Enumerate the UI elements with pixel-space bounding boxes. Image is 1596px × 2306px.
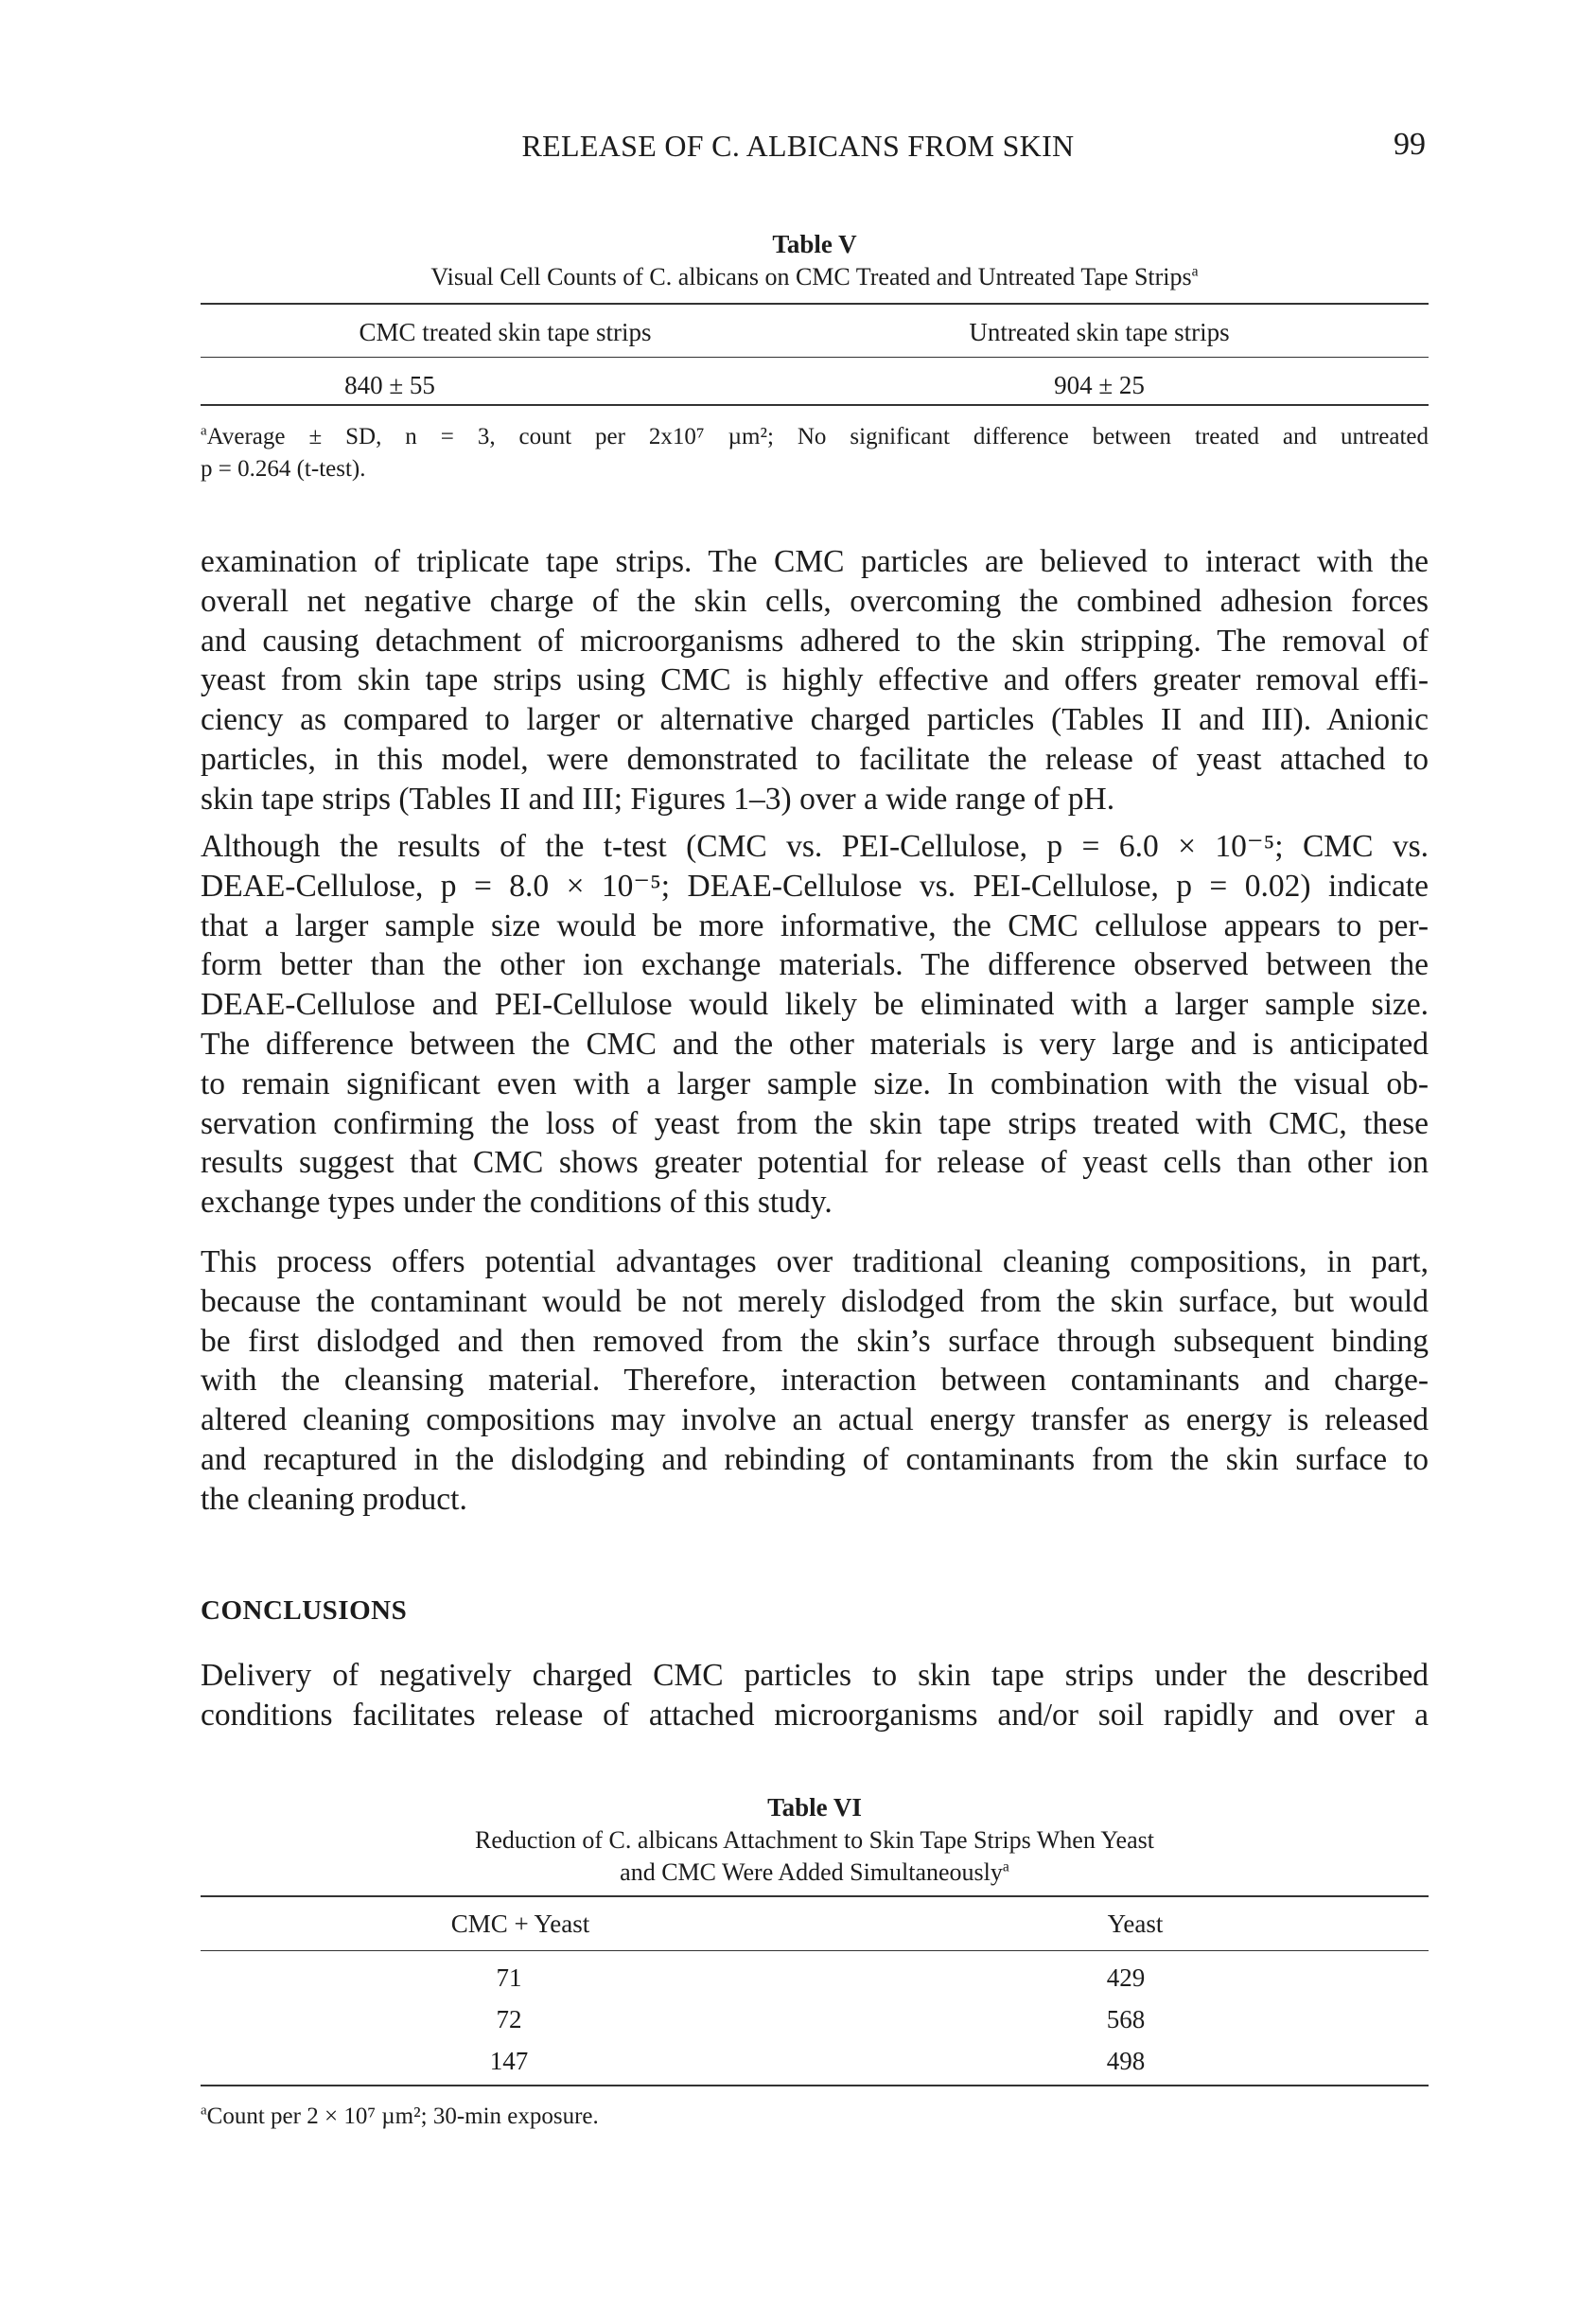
text-line: exchange types under the conditions of this study. (201, 1185, 833, 1221)
text-line: ciency as compared to larger or alternative charged particles (Tables II and III). Anionic (201, 702, 1429, 738)
text-line: results suggest that CMC shows greater potential for release of yeast cells than other ion (201, 1145, 1429, 1181)
table5-title: Visual Cell Counts of C. albicans on CMC Treated and Untreated Tape Strips (430, 263, 1192, 290)
text-line: because the contaminant would be not merely dislodged from the skin surface, but would (201, 1283, 1429, 1319)
table5-bottom-rule (201, 404, 1429, 406)
table5-header-untreated: Untreated skin tape strips (969, 318, 1230, 346)
text-line: Delivery of negatively charged CMC particles to skin tape strips under the described (201, 1658, 1429, 1693)
table6-header-cmc-yeast: CMC + Yeast (450, 1910, 590, 1938)
table6-cell: 429 (1106, 1963, 1146, 1992)
table6-cell: 498 (1106, 2047, 1146, 2075)
text-line: that a larger sample size would be more informative, the CMC cellulose appears to per- (201, 907, 1429, 943)
conclusions-heading: CONCLUSIONS (201, 1595, 408, 1626)
table6-footnote-text: Count per 2 × 10⁷ µm²; 30-min exposure. (206, 2104, 599, 2129)
table6-top-rule (201, 1895, 1429, 1897)
text-line: This process offers potential advantages over traditional cleaning compositions, in part, (201, 1244, 1429, 1279)
paragraph-3 (201, 1242, 1429, 1520)
text-line: and recaptured in the dislodging and rebinding of contaminants from the skin surface to (201, 1441, 1429, 1477)
paragraph-1 (201, 542, 1429, 819)
table5-footnote-line2: p = 0.264 (t-test). (201, 456, 366, 482)
table6-caption: Table VI Reduction of C. albicans Attachment to Skin Tape Strips When Yeast and CMC Were Added Simultaneously$^a$ (201, 1790, 1429, 1889)
text-line: be first dislodged and then removed from the skin’s surface through subsequent binding (201, 1323, 1429, 1359)
text-line: altered cleaning compositions may involve an actual energy transfer as energy is released (201, 1402, 1429, 1438)
table5-cell-untreated: 904 ± 25 (1054, 371, 1145, 399)
paragraph-4 (201, 1656, 1429, 1735)
page-number: 99 (1394, 127, 1426, 162)
paragraph-2 (201, 827, 1429, 1223)
text-line: overall net negative charge of the skin cells, overcoming the combined adhesion forces (201, 583, 1429, 619)
table6-cell: 72 (496, 2005, 522, 2033)
table5-header-cmc: CMC treated skin tape strips (359, 318, 652, 346)
table6-header-rule (201, 1950, 1429, 1951)
table6-header-yeast: Yeast (1107, 1910, 1164, 1938)
text-line: the cleaning product. (201, 1481, 467, 1517)
text-line: Although the results of the t-test (CMC vs. PEI-Cellulose, p = 6.0 × 10⁻⁵; CMC vs. (201, 829, 1429, 864)
table5-footnote: $^a$Average ± SD, n = 3, count per 2x10⁷ µm²; No significant difference between treated and untreated p = 0.264 (t-test). (201, 421, 1429, 485)
table5-top-rule (201, 303, 1429, 305)
table6-title-line2: and CMC Were Added Simultaneously (620, 1858, 1003, 1886)
text-line: yeast from skin tape strips using CMC is highly effective and offers greater removal effi- (201, 662, 1429, 698)
text-line: to remain significant even with a larger sample size. In combination with the visual ob- (201, 1065, 1429, 1101)
table5-cell-cmc: 840 ± 55 (344, 371, 435, 399)
table6-footnote: $^a$Count per 2 × 10⁷ µm²; 30-min exposure. (201, 2103, 599, 2129)
table5-footnote-line1: Average ± SD, n = 3, count per 2x10⁷ µm²; No significant difference between treated and untreated (206, 424, 1429, 449)
table6-cell: 568 (1106, 2005, 1146, 2033)
running-header (0, 129, 1596, 170)
table6-title-line1: Reduction of C. albicans Attachment to Skin Tape Strips When Yeast (475, 1826, 1154, 1854)
text-line: DEAE-Cellulose, p = 8.0 × 10⁻⁵; DEAE-Cellulose vs. PEI-Cellulose, p = 0.02) indicate (201, 868, 1429, 904)
running-title: RELEASE OF C. ALBICANS FROM SKIN (521, 129, 1075, 163)
text-line: DEAE-Cellulose and PEI-Cellulose would likely be eliminated with a larger sample size. (201, 987, 1429, 1023)
table6-cell: 71 (496, 1963, 522, 1992)
text-line: and causing detachment of microorganisms adhered to the skin stripping. The removal of (201, 623, 1429, 659)
text-line: conditions facilitates release of attached microorganisms and/or soil rapidly and over a (201, 1697, 1429, 1733)
table6-cell: 147 (489, 2047, 529, 2075)
text-line: servation confirming the loss of yeast from the skin tape strips treated with CMC, these (201, 1105, 1429, 1141)
text-line: skin tape strips (Tables II and III; Figures 1–3) over a wide range of pH. (201, 781, 1115, 817)
text-line: with the cleansing material. Therefore, interaction between contaminants and charge- (201, 1363, 1429, 1399)
table6-label: Table VI (767, 1793, 862, 1822)
table5-caption: Table V Visual Cell Counts of C. albicans on CMC Treated and Untreated Tape Strips$^a$ (201, 227, 1429, 293)
table5-header-rule (201, 357, 1429, 358)
text-line: particles, in this model, were demonstrated to facilitate the release of yeast attached to (201, 741, 1429, 777)
text-line: examination of triplicate tape strips. The CMC particles are believed to interact with the (201, 544, 1429, 579)
table5-label: Table V (772, 230, 857, 258)
text-line: The difference between the CMC and the other materials is very large and is anticipated (201, 1026, 1429, 1062)
table6-bottom-rule (201, 2085, 1429, 2086)
text-line: form better than the other ion exchange materials. The difference observed between the (201, 947, 1429, 983)
